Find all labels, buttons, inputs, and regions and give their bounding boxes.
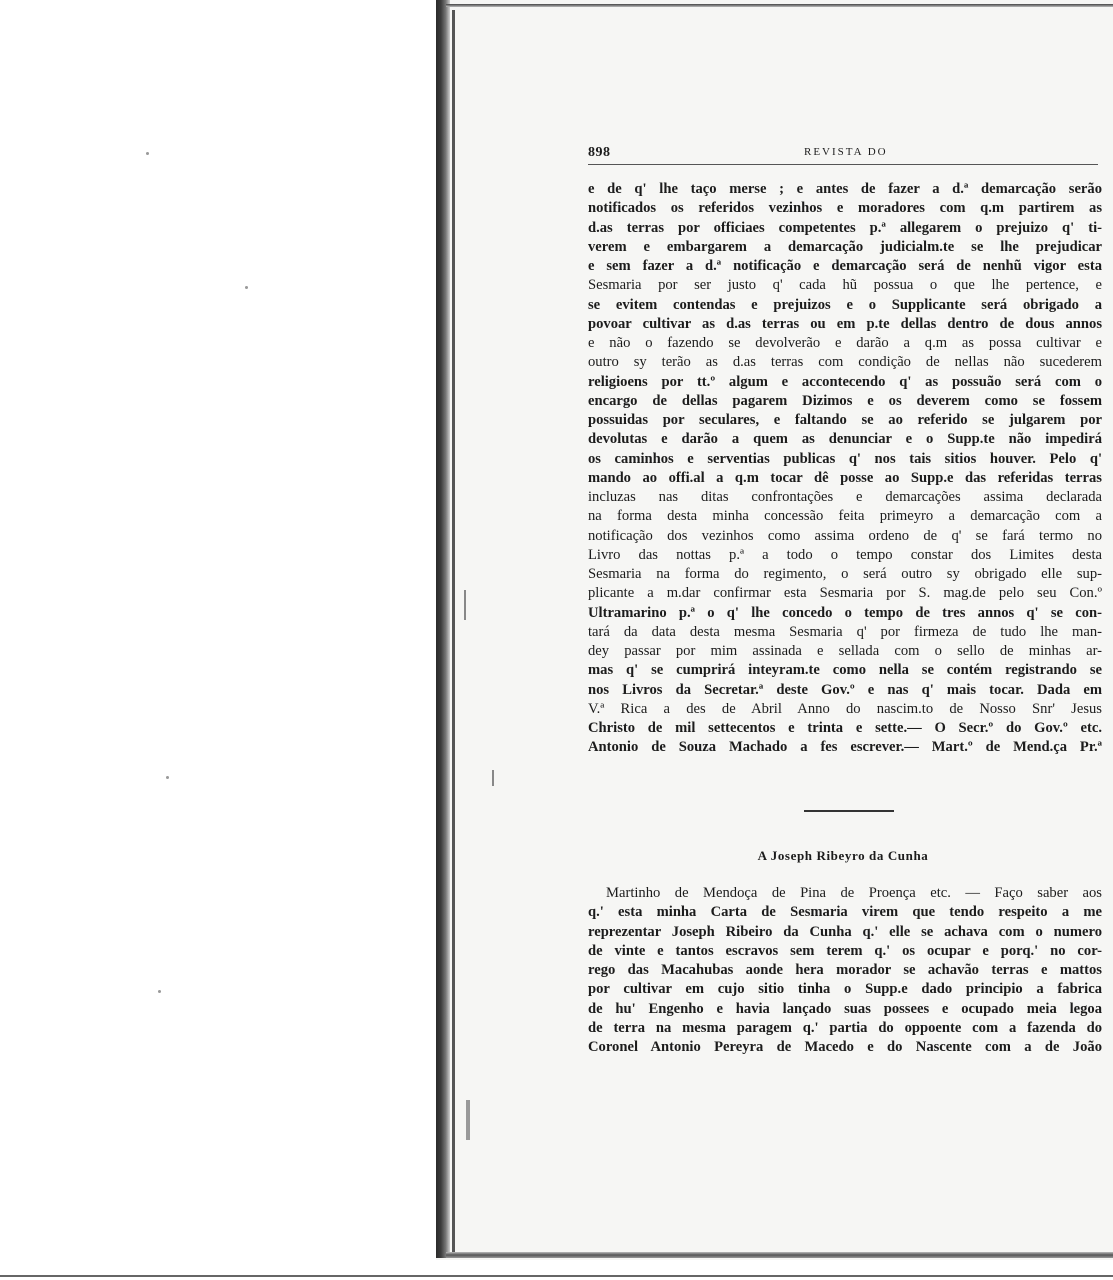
- text-line: Sesmaria na forma do regimento, o será outro sy obrigado elle sup-: [588, 566, 1102, 582]
- text-line: V.ª Rica a des de Abril Anno do nascim.to de Nosso Snr' Jesus: [588, 700, 1102, 717]
- text-line: na forma desta minha concessão feita primeyro a demarcação com a: [588, 508, 1102, 525]
- text-line: possuidas por seculares, e faltando se ao referido se julgarem por: [588, 412, 1102, 428]
- scan-speck: [146, 152, 149, 155]
- text-line: de vinte e tantos escravos sem terem q.' os ocupar e porq.' no cor-: [588, 942, 1102, 959]
- scanner-edge: [0, 1275, 1113, 1277]
- book-binding: [436, 0, 450, 1258]
- text-line: de terra na mesma paragem q.' partia do oppoente com a fazenda do: [588, 1019, 1102, 1036]
- text-line: reprezentar Joseph Ribeiro da Cunha q.' elle se achava com o numero: [588, 923, 1102, 940]
- text-line: por cultivar em cujo sitio tinha o Supp.e dado principio a fabrica: [588, 981, 1102, 998]
- text-line: e não o fazendo se devolverão e darão a q.m as possa cultivar e: [588, 335, 1102, 351]
- scan-speck: [158, 990, 161, 993]
- text-line: notificação dos vezinhos como assima ordeno de q' se fará termo no: [588, 527, 1102, 544]
- text-line: devolutas e darão a quem as denunciar e o Supp.te não impedirá: [588, 431, 1102, 448]
- section-separator: [804, 810, 894, 812]
- text-line: nos Livros da Secretar.ª deste Gov.º e nas q' mais tocar. Dada em: [588, 681, 1102, 698]
- text-line: Martinho de Mendoça de Pina de Proença etc. — Faço saber aos: [606, 885, 1102, 901]
- page-number: 898: [588, 145, 611, 160]
- text-line: rego das Macahubas aonde hera morador se achavão terras e mattos: [588, 962, 1102, 978]
- text-line: de hu' Engenho e havia lançado suas possees e ocupado meia legoa: [588, 1000, 1102, 1017]
- binding-fold: [452, 10, 455, 1255]
- text-line: mando ao offi.al a q.m tocar dê posse ao Supp.e das referidas terras: [588, 469, 1102, 486]
- page-bottom-edge: [446, 1252, 1113, 1258]
- text-line: dey passar por mim assinada e sellada com o sello de minhas ar-: [588, 643, 1102, 659]
- running-title: REVISTA DO: [804, 146, 888, 158]
- text-line: Livro das nottas p.ª a todo o tempo constar dos Limites desta: [588, 546, 1102, 563]
- text-line: incluzas nas ditas confrontações e demarcações assima declarada: [588, 489, 1102, 505]
- text-line: outro sy terão as d.as terras com condição de nellas não sucederem: [588, 354, 1102, 371]
- scan-speck: [245, 286, 248, 289]
- binding-mark: [492, 770, 494, 786]
- text-line: tará da data desta mesma Sesmaria q' por firmeza de tudo lhe man-: [588, 623, 1102, 640]
- text-line: encargo de dellas pagarem Dizimos e os deverem como se fossem: [588, 392, 1102, 409]
- text-line: os caminhos e serventias publicas q' nos tais sitios houver. Pelo q': [588, 450, 1102, 467]
- text-line: mas q' se cumprirá inteyram.te como nella se contém registrando se: [588, 662, 1102, 679]
- binding-mark: [464, 590, 466, 620]
- running-header: [588, 145, 1098, 165]
- header-rule: [588, 164, 1098, 165]
- text-line: q.' esta minha Carta de Sesmaria virem que tendo respeito a me: [588, 904, 1102, 921]
- text-line: e sem fazer a d.ª notificação e demarcação será de nenhũ vigor esta: [588, 258, 1102, 274]
- text-line: Ultramarino p.ª o q' lhe concedo o tempo de tres annos q' se con-: [588, 604, 1102, 621]
- text-line: plicante a m.dar confirmar esta Sesmaria por S. mag.de pelo seu Con.º: [588, 585, 1102, 602]
- text-line: Antonio de Souza Machado a fes escrever.— Mart.º de Mend.ça Pr.ª: [588, 739, 1102, 756]
- scan-speck: [166, 776, 169, 779]
- text-line: se evitem contendas e prejuizos e o Supplicante será obrigado a: [588, 296, 1102, 313]
- text-line: notificados os referidos vezinhos e moradores com q.m partirem as: [588, 200, 1102, 217]
- text-line: Sesmaria por ser justo q' cada hũ possua o que lhe pertence, e: [588, 277, 1102, 294]
- body-text: [588, 180, 1102, 758]
- text-line: d.as terras por officiaes competentes p.ª allegarem o prejuizo q' ti-: [588, 219, 1102, 236]
- text-line: religioens por tt.º algum e accontecendo q' as possuão será com o: [588, 373, 1102, 390]
- section-title: A Joseph Ribeyro da Cunha: [757, 848, 929, 863]
- text-line: verem e embargarem a demarcação judicialm.te se lhe prejudicar: [588, 238, 1102, 255]
- binding-mark: [466, 1100, 470, 1140]
- text-line: povoar cultivar as d.as terras ou em p.te dellas dentro de dous annos: [588, 315, 1102, 332]
- section-text: [588, 884, 1102, 1057]
- text-line: Coronel Antonio Pereyra de Macedo e do Nascente com a de João: [588, 1039, 1102, 1055]
- text-line: e de q' lhe taço merse ; e antes de fazer a d.ª demarcação serão: [588, 181, 1102, 197]
- text-line: Christo de mil settecentos e trinta e sette.— O Secr.º do Gov.º etc.: [588, 720, 1102, 736]
- page-top-edge: [446, 4, 1113, 7]
